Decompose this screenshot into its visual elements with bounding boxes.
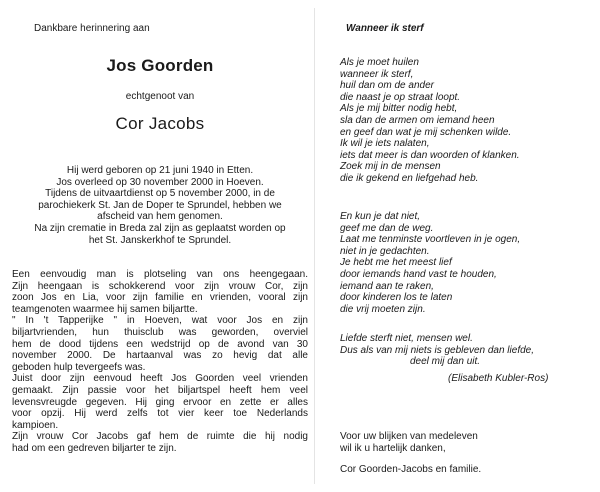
- thanks-line: Voor uw blijken van medeleven: [340, 431, 478, 442]
- poem-line: die ik gekend en liefgehad heb.: [340, 172, 479, 184]
- poem-line: Als je mij bitter nodig hebt,: [340, 103, 458, 115]
- thanks-message: [340, 431, 478, 454]
- bio-line: parochiekerk St. Jan de Doper te Sprundel, hebben we: [38, 199, 282, 211]
- tribute-line: teamgenoten waarmee hij samen biljartte.: [12, 303, 198, 315]
- tribute-line: biljartvrienden, hun thuisclub was geworden, overviel: [12, 326, 308, 338]
- poem-line: door kinderen los te laten: [340, 292, 453, 304]
- tribute-line: Zijn vrouw Cor Jacobs gaf hem de ruimte die hij nodig: [12, 431, 308, 443]
- tribute-line: geboden hulp tevergeefs was.: [12, 361, 146, 373]
- bio-line: Jos overleed op 30 november 2000 in Hoeven.: [56, 176, 264, 188]
- tribute-line: Juist door zijn eenvoud heeft Jos Goorden veel vrienden: [12, 373, 308, 385]
- page-fold-divider: [314, 8, 315, 484]
- tribute-line: " In 't Tapperijke " in Hoeven, wat voor Jos en zijn: [12, 315, 308, 327]
- poem-line: Zoek mij in de mensen: [340, 161, 441, 173]
- thanks-line: wil ik u hartelijk danken,: [340, 442, 446, 454]
- tribute-line: november 2000. De hartaanval was zo hevig dat alle: [12, 350, 308, 362]
- poem-line: iemand aan te raken,: [340, 280, 434, 292]
- poem-line: Je hebt me het meest lief: [340, 257, 452, 269]
- poem-line: wanneer ik sterf,: [340, 68, 414, 80]
- poem-stanza: [340, 57, 520, 185]
- poem-line: Laat me tenminste voortleven in je ogen,: [340, 234, 521, 246]
- poem-line: door iemands hand vast te houden,: [340, 268, 497, 280]
- left-panel: [12, 0, 308, 492]
- poem-line: iets dat meer is dan woorden of klanken.: [340, 149, 520, 161]
- poem-line: niet in je gedachten.: [340, 245, 430, 257]
- bio-line: het St. Janskerkhof te Sprundel.: [88, 234, 232, 246]
- poem-attribution: (Elisabeth Kubler-Ros): [448, 373, 549, 384]
- tribute-line: hem de dood tijdens een wedstrijd op de avond van 30: [12, 338, 308, 350]
- tribute-text: [12, 269, 308, 455]
- poem-line: Dus als van mij niets is gebleven dan liefde,: [340, 344, 534, 356]
- tribute-line: had om een gedreven biljarter te zijn.: [12, 442, 177, 454]
- tribute-line: voor opzij. Hij werd zelfs tot vier keer toe Nederlands: [12, 408, 308, 420]
- poem-stanza: [340, 211, 520, 315]
- tribute-line: gemaakt. Zijn passie voor het biljartspel heeft hem veel: [12, 384, 308, 396]
- poem-line: Liefde sterft niet, mensen wel.: [340, 333, 473, 344]
- poem-line: geef me dan de weg.: [340, 222, 434, 234]
- spouse-name: Cor Jacobs: [115, 114, 205, 133]
- poem-line: deel mij dan uit.: [410, 356, 481, 368]
- bio-line: Tijdens de uitvaartdienst op 5 november 2000, in de: [45, 188, 275, 200]
- poem-title: Wanneer ik sterf: [346, 23, 424, 34]
- poem-line: Als je moet huilen: [340, 57, 419, 68]
- tribute-line: zoon Jos en Lia, voor zijn familie en vrienden, vooral zijn: [12, 292, 308, 304]
- deceased-name: Jos Goorden: [106, 56, 214, 75]
- spouse-label: echtgenoot van: [125, 91, 195, 102]
- poem-line: en geef dan wat je mij schenken wilde.: [340, 126, 512, 138]
- poem-line: die vrij moeten zijn.: [340, 303, 426, 315]
- right-panel: [340, 0, 590, 492]
- poem-stanza: [340, 333, 534, 368]
- bio-line: Na zijn crematie in Breda zal zijn as geplaatst worden op: [34, 222, 286, 234]
- bio-line: Hij werd geboren op 21 juni 1940 in Etten.: [66, 165, 254, 176]
- tribute-line: kampioen.: [12, 419, 59, 431]
- tribute-line: levensvreugde gegeven. Hij ging ervoor en zette er alles: [12, 396, 308, 408]
- poem-line: En kun je dat niet,: [340, 211, 421, 222]
- poem-line: die naast je op straat loopt.: [340, 91, 461, 103]
- biography-block: [12, 165, 308, 246]
- poem-line: huil dan om de ander: [340, 80, 434, 92]
- tribute-line: Een eenvoudig man is plotseling van ons heengegaan.: [12, 269, 308, 280]
- poem-line: sla dan de armen om iemand heen: [340, 114, 495, 126]
- tribute-line: Zijn heengaan is schokkerend voor zijn vrouw Cor, zijn: [12, 280, 308, 292]
- poem-line: Ik wil je iets nalaten,: [340, 138, 430, 150]
- family-signature: Cor Goorden-Jacobs en familie.: [340, 464, 482, 475]
- dedication-text: Dankbare herinnering aan: [34, 23, 150, 34]
- bio-line: afscheid van hem genomen.: [97, 211, 223, 223]
